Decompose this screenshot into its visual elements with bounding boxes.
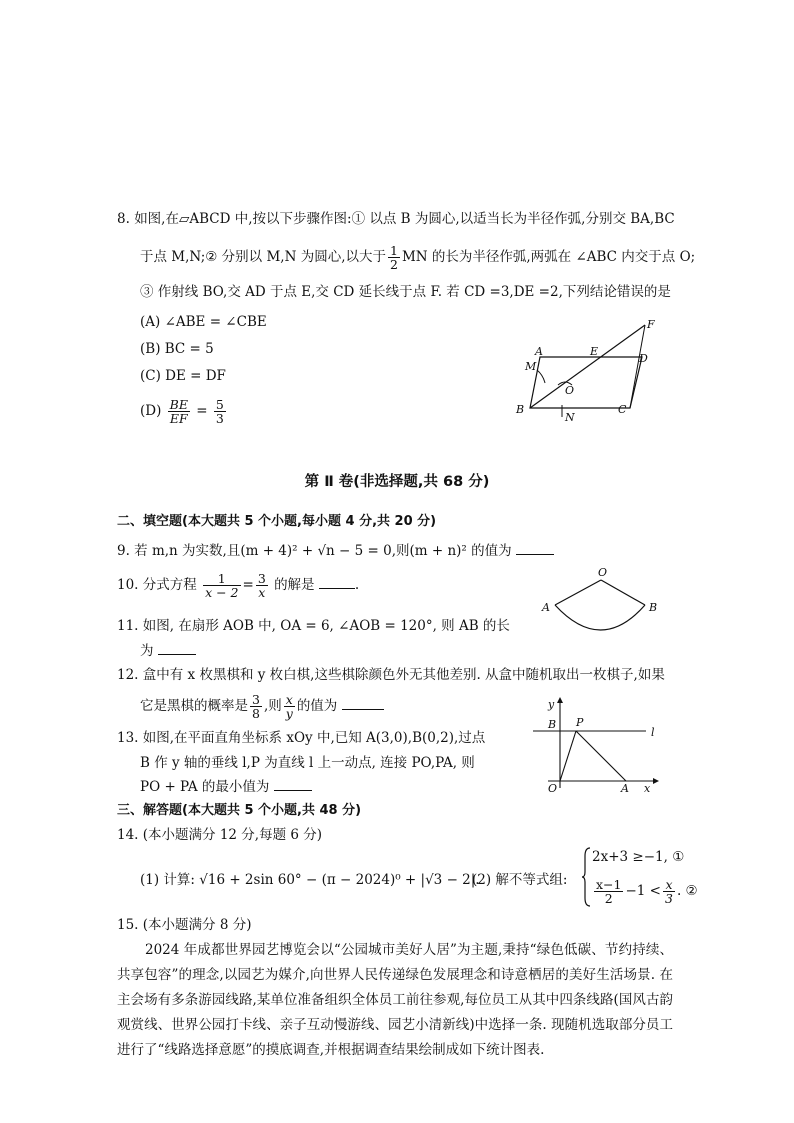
q8-option-d xyxy=(140,398,228,425)
q11-line1: 11. 如图, 在扇形 AOB 中, OA = 6, ∠AOB = 120°, 则 AB 的长 xyxy=(117,618,510,634)
left-brace-icon xyxy=(582,846,592,908)
arc-m xyxy=(537,370,545,383)
label-b: B xyxy=(649,601,658,614)
line-cf xyxy=(630,325,645,408)
q8-line2 xyxy=(140,244,695,271)
q10-answer-blank[interactable] xyxy=(319,576,355,589)
q14-inequality-system xyxy=(582,846,698,908)
q13-coordinate-figure xyxy=(528,693,668,793)
label-a: A xyxy=(621,782,629,793)
q8-text-2a: 于点 M,N;② 分别以 M,N 为圆心,以大于 xyxy=(140,249,386,265)
q13-text-3: PO + PA 的最小值为 xyxy=(140,779,270,795)
ineq2-rden: 3 xyxy=(665,891,673,906)
q8-line1 xyxy=(117,210,675,228)
label-b: B xyxy=(516,403,525,416)
q14-heading: 14. (本小题满分 12 分,每题 6 分) xyxy=(117,827,323,843)
q12-answer-blank[interactable] xyxy=(342,697,384,710)
q8-parallelogram-figure xyxy=(510,315,670,425)
ineq2-num: x−1 xyxy=(596,877,622,892)
section-2-title: 第 Ⅱ 卷(非选择题,共 68 分) xyxy=(304,474,490,490)
q10-suffix: 的解是 xyxy=(274,577,315,593)
q13-line3 xyxy=(140,778,312,796)
q9-answer-blank[interactable] xyxy=(516,542,554,555)
label-b: B xyxy=(548,718,557,731)
q12-p-den: 8 xyxy=(252,706,260,721)
q8-option-b: (B) BC = 5 xyxy=(140,341,214,357)
q13-line1: 13. 如图,在平面直角坐标系 xOy 中,已知 A(3,0),B(0,2),过点 xyxy=(117,730,486,746)
q8-frac-den: 2 xyxy=(389,257,398,272)
q12-text-2a: 它是黑棋的概率是 xyxy=(140,698,248,714)
ray-bf xyxy=(530,325,645,408)
q13-answer-blank[interactable] xyxy=(274,778,312,791)
solution-header: 三、解答题(本大题共 5 个小题,共 48 分) xyxy=(117,803,362,818)
q8-option-c: (C) DE = DF xyxy=(140,368,226,384)
label-a: A xyxy=(535,345,543,358)
q12-text-2c: 的值为 xyxy=(296,698,338,714)
q8-frac-num: 1 xyxy=(389,243,398,258)
label-y: y xyxy=(548,698,555,711)
q12-prob-frac xyxy=(250,693,262,720)
q8-option-d-frac-right xyxy=(214,398,226,425)
q8-number: 8. xyxy=(117,211,130,227)
q8-option-a: (A) ∠ABE = ∠CBE xyxy=(140,314,267,330)
inequality-2 xyxy=(592,878,698,905)
q10-prefix: 10. 分式方程 xyxy=(117,577,197,593)
label-p: P xyxy=(576,716,584,729)
q13-line2: B 作 y 轴的垂线 l,P 为直线 l 上一动点, 连接 PO,PA, 则 xyxy=(140,755,475,771)
q10-f2-num: 3 xyxy=(257,571,266,586)
q10-line xyxy=(117,572,359,599)
label-d: D xyxy=(639,352,648,365)
ineq2-end: . ② xyxy=(676,883,698,899)
segment-pa xyxy=(576,731,626,781)
q10-frac-right xyxy=(256,572,268,599)
ineq2-frac-right xyxy=(663,878,675,905)
q8-text-1: 如图,在▱ABCD 中,按以下步骤作图:① 以点 B 为圆心,以适当长为半径作弧,分别交 BA,BC xyxy=(134,211,675,227)
ineq2-mid: −1 < xyxy=(625,883,661,899)
q10-f2-den: x xyxy=(258,585,266,600)
q11-answer-blank[interactable] xyxy=(158,642,196,655)
q14-part2-label: (2) 解不等式组: xyxy=(472,872,568,888)
label-m: M xyxy=(525,360,537,373)
q12-ratio-frac xyxy=(284,693,295,720)
q12-text-2b: ,则 xyxy=(263,698,282,714)
q8-od-num: BE xyxy=(169,397,188,412)
q8-fraction-half xyxy=(388,244,400,271)
parallelogram-abcd xyxy=(530,357,642,408)
label-c: C xyxy=(618,403,627,416)
q12-r-den: y xyxy=(285,706,293,721)
q12-line2 xyxy=(140,693,384,720)
q8-od-rden: 3 xyxy=(215,411,224,426)
q10-f1-den: x − 2 xyxy=(205,585,239,600)
inequality-1: 2x+3 ≥−1, ① xyxy=(592,849,685,865)
label-l: l xyxy=(651,726,655,739)
q8-od-rnum: 5 xyxy=(215,397,224,412)
fill-in-header: 二、填空题(本大题共 5 个小题,每小题 4 分,共 20 分) xyxy=(117,514,437,529)
label-e: E xyxy=(590,345,599,358)
q10-frac-left xyxy=(203,572,240,599)
q14-part1: (1) 计算: √16 + 2sin 60° − (π − 2024)⁰ + |√3 − 2|. xyxy=(140,872,480,888)
arc-ab xyxy=(555,605,645,630)
label-o: O xyxy=(548,782,558,793)
q12-p-num: 3 xyxy=(252,692,260,707)
q8-line3: ③ 作射线 BO,交 AD 于点 E,交 CD 延长线于点 F. 若 CD =3,DE =2,下列结论错误的是 xyxy=(140,284,671,300)
label-o: O xyxy=(565,384,575,397)
q10-f1-num: 1 xyxy=(203,572,240,586)
q10-end: . xyxy=(354,577,360,593)
ineq2-rnum: x xyxy=(663,878,675,892)
q15-heading: 15. (本小题满分 8 分) xyxy=(117,917,252,933)
q11-sector-figure xyxy=(535,565,665,640)
radius-oa xyxy=(555,580,601,605)
q11-text-2: 为 xyxy=(140,643,154,659)
q8-od-eq: = xyxy=(196,403,208,419)
q9-text: 9. 若 m,n 为实数,且(m + 4)² + √n − 5 = 0,则(m + n)² 的值为 xyxy=(117,543,512,559)
radius-ob xyxy=(601,580,645,605)
q8-option-d-label: (D) xyxy=(140,403,162,419)
label-x: x xyxy=(644,782,651,793)
q12-r-num: x xyxy=(285,692,293,707)
q10-eq: = xyxy=(242,577,254,593)
label-o: O xyxy=(598,566,608,579)
q8-od-den: EF xyxy=(169,411,188,426)
ineq2-den: 2 xyxy=(604,891,613,906)
q12-line1: 12. 盒中有 x 枚黑棋和 y 枚白棋,这些棋除颜色外无其他差别. 从盒中随机取出一枚棋子,如果 xyxy=(117,667,665,683)
q15-body: 2024 年成都世界园艺博览会以“公园城市美好人居”为主题,秉持“绿色低碳、节约持续、共享包容”的理念,以园艺为媒介,向世界人民传递绿色发展理念和诗意栖居的美好生活场景. 在主会场有多条游园线路,某单位准备组织全体员工前往参观,每位员工从其中四条线路(国风古韵观赏线、世界公园打卡线、亲子互动慢游线、园艺小清新线)中选择一条. 现随机选取部分员工进行了“线路选择意愿”的摸底调查,并根据调查结果绘制成如下统计图表. xyxy=(117,942,673,1058)
q9-line xyxy=(117,542,554,560)
q11-line2 xyxy=(140,642,196,660)
label-n: N xyxy=(565,411,575,424)
x-axis-arrow xyxy=(653,778,659,784)
ineq2-frac-left xyxy=(594,878,623,905)
segment-po xyxy=(560,731,576,781)
label-a: A xyxy=(542,601,550,614)
label-f: F xyxy=(647,318,655,331)
y-axis-arrow xyxy=(557,697,563,703)
q8-option-d-frac-left xyxy=(168,398,190,425)
q8-text-2b: MN 的长为半径作弧,两弧在 ∠ABC 内交于点 O; xyxy=(401,249,696,265)
